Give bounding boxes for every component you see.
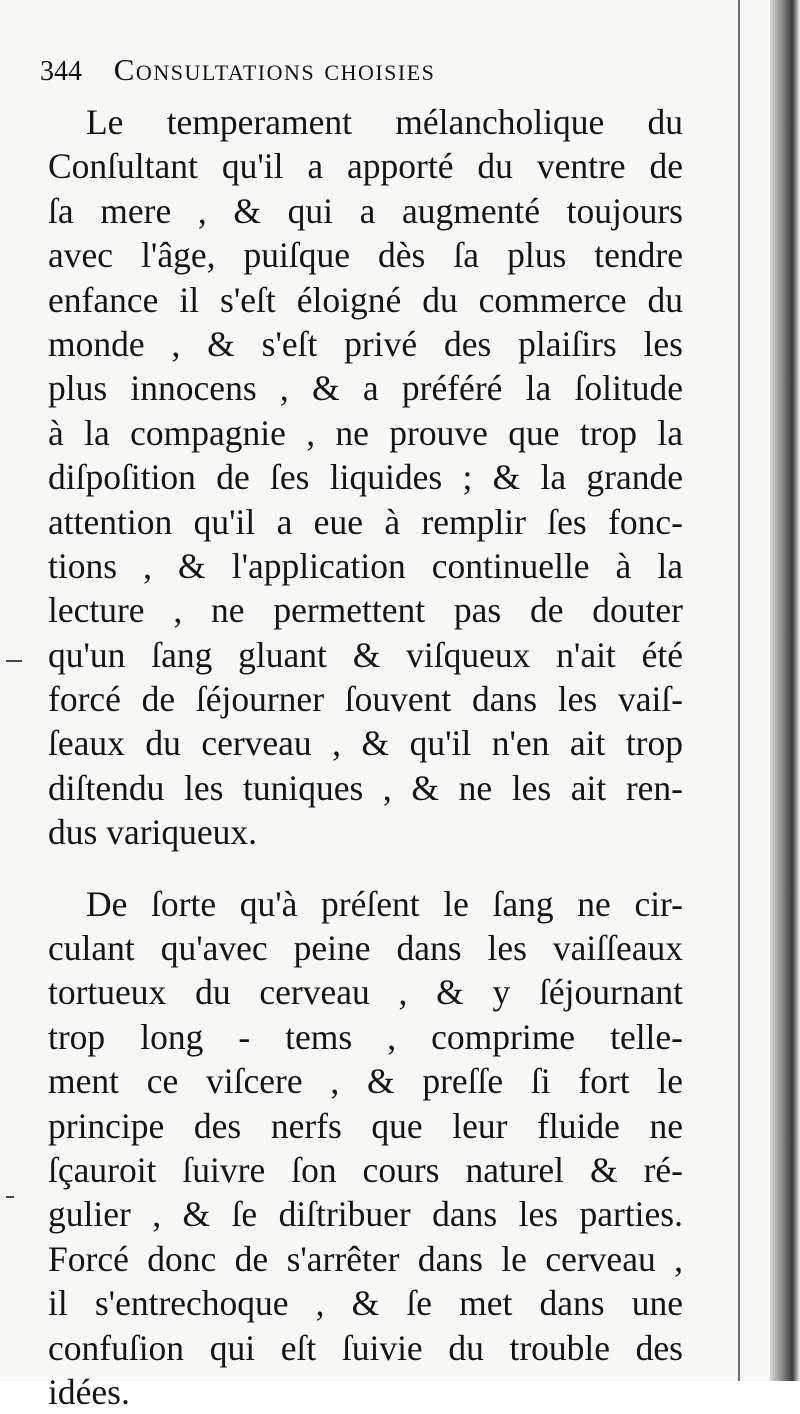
- running-head: [40, 52, 435, 92]
- text-line: lecture , ne permettent pas de douter: [48, 590, 683, 631]
- paragraph-gap: [48, 855, 683, 882]
- text-line: Conſultant qu'il a apporté du ventre de: [48, 146, 683, 187]
- text-line: confuſion qui eſt ſuivie du trouble des: [48, 1327, 683, 1368]
- page-number: 344: [40, 56, 82, 87]
- text-line: principe des nerfs que leur fluide ne: [48, 1105, 683, 1146]
- paragraph: [48, 882, 683, 1414]
- text-line: dus variqueux.: [48, 812, 258, 853]
- body-text: [48, 100, 683, 1414]
- page-edge-line: [738, 0, 740, 1381]
- text-line: De ſorte qu'à préſent le ſang ne cir-: [86, 883, 683, 924]
- text-line: tortueux du cerveau , & y ſéjournant: [48, 972, 683, 1013]
- text-line: diſpoſition de ſes liquides ; & la grande: [48, 457, 683, 498]
- text-line: à la compagnie , ne prouve que trop la: [48, 412, 683, 453]
- margin-mark: [6, 1196, 14, 1198]
- text-line: diſtendu les tuniques , & ne les ait ren-: [48, 767, 683, 808]
- text-line: Forcé donc de s'arrêter dans le cerveau ,: [48, 1238, 683, 1279]
- text-line: qu'un ſang gluant & viſqueux n'ait été: [48, 634, 683, 675]
- text-line: plus innocens , & a préféré la ſolitude: [48, 368, 683, 409]
- paragraph: [48, 100, 683, 855]
- text-line: attention qu'il a eue à remplir ſes fonc-: [48, 501, 683, 542]
- text-line: ſçauroit ſuivre ſon cours naturel & ré-: [48, 1149, 683, 1190]
- text-line: culant qu'avec peine dans les vaiſſeaux: [48, 928, 683, 969]
- binding-shadow: [770, 0, 800, 1381]
- text-line: tions , & l'application continuelle à la: [48, 545, 683, 586]
- margin-mark: [6, 660, 22, 662]
- text-line: Le temperament mélancholique du: [86, 102, 683, 142]
- text-line: il s'entrechoque , & ſe met dans une: [48, 1283, 683, 1324]
- text-line: ſa mere , & qui a augmenté toujours: [48, 190, 683, 231]
- text-line: trop long - tems , comprime telle-: [48, 1016, 683, 1057]
- text-line: idées.: [48, 1371, 130, 1412]
- text-line: ſeaux du cerveau , & qu'il n'en ait trop: [48, 723, 683, 764]
- text-line: gulier , & ſe diſtribuer dans les parties.: [48, 1194, 683, 1235]
- text-line: avec l'âge, puiſque dès ſa plus tendre: [48, 235, 683, 276]
- text-line: enfance il s'eſt éloigné du commerce du: [48, 279, 683, 320]
- running-title: Consultations choisies: [113, 52, 436, 87]
- text-line: ment ce viſcere , & preſſe ſi fort le: [48, 1061, 683, 1102]
- text-line: forcé de ſéjourner ſouvent dans les vaiſ-: [48, 679, 683, 720]
- text-line: monde , & s'eſt privé des plaiſirs les: [48, 323, 683, 364]
